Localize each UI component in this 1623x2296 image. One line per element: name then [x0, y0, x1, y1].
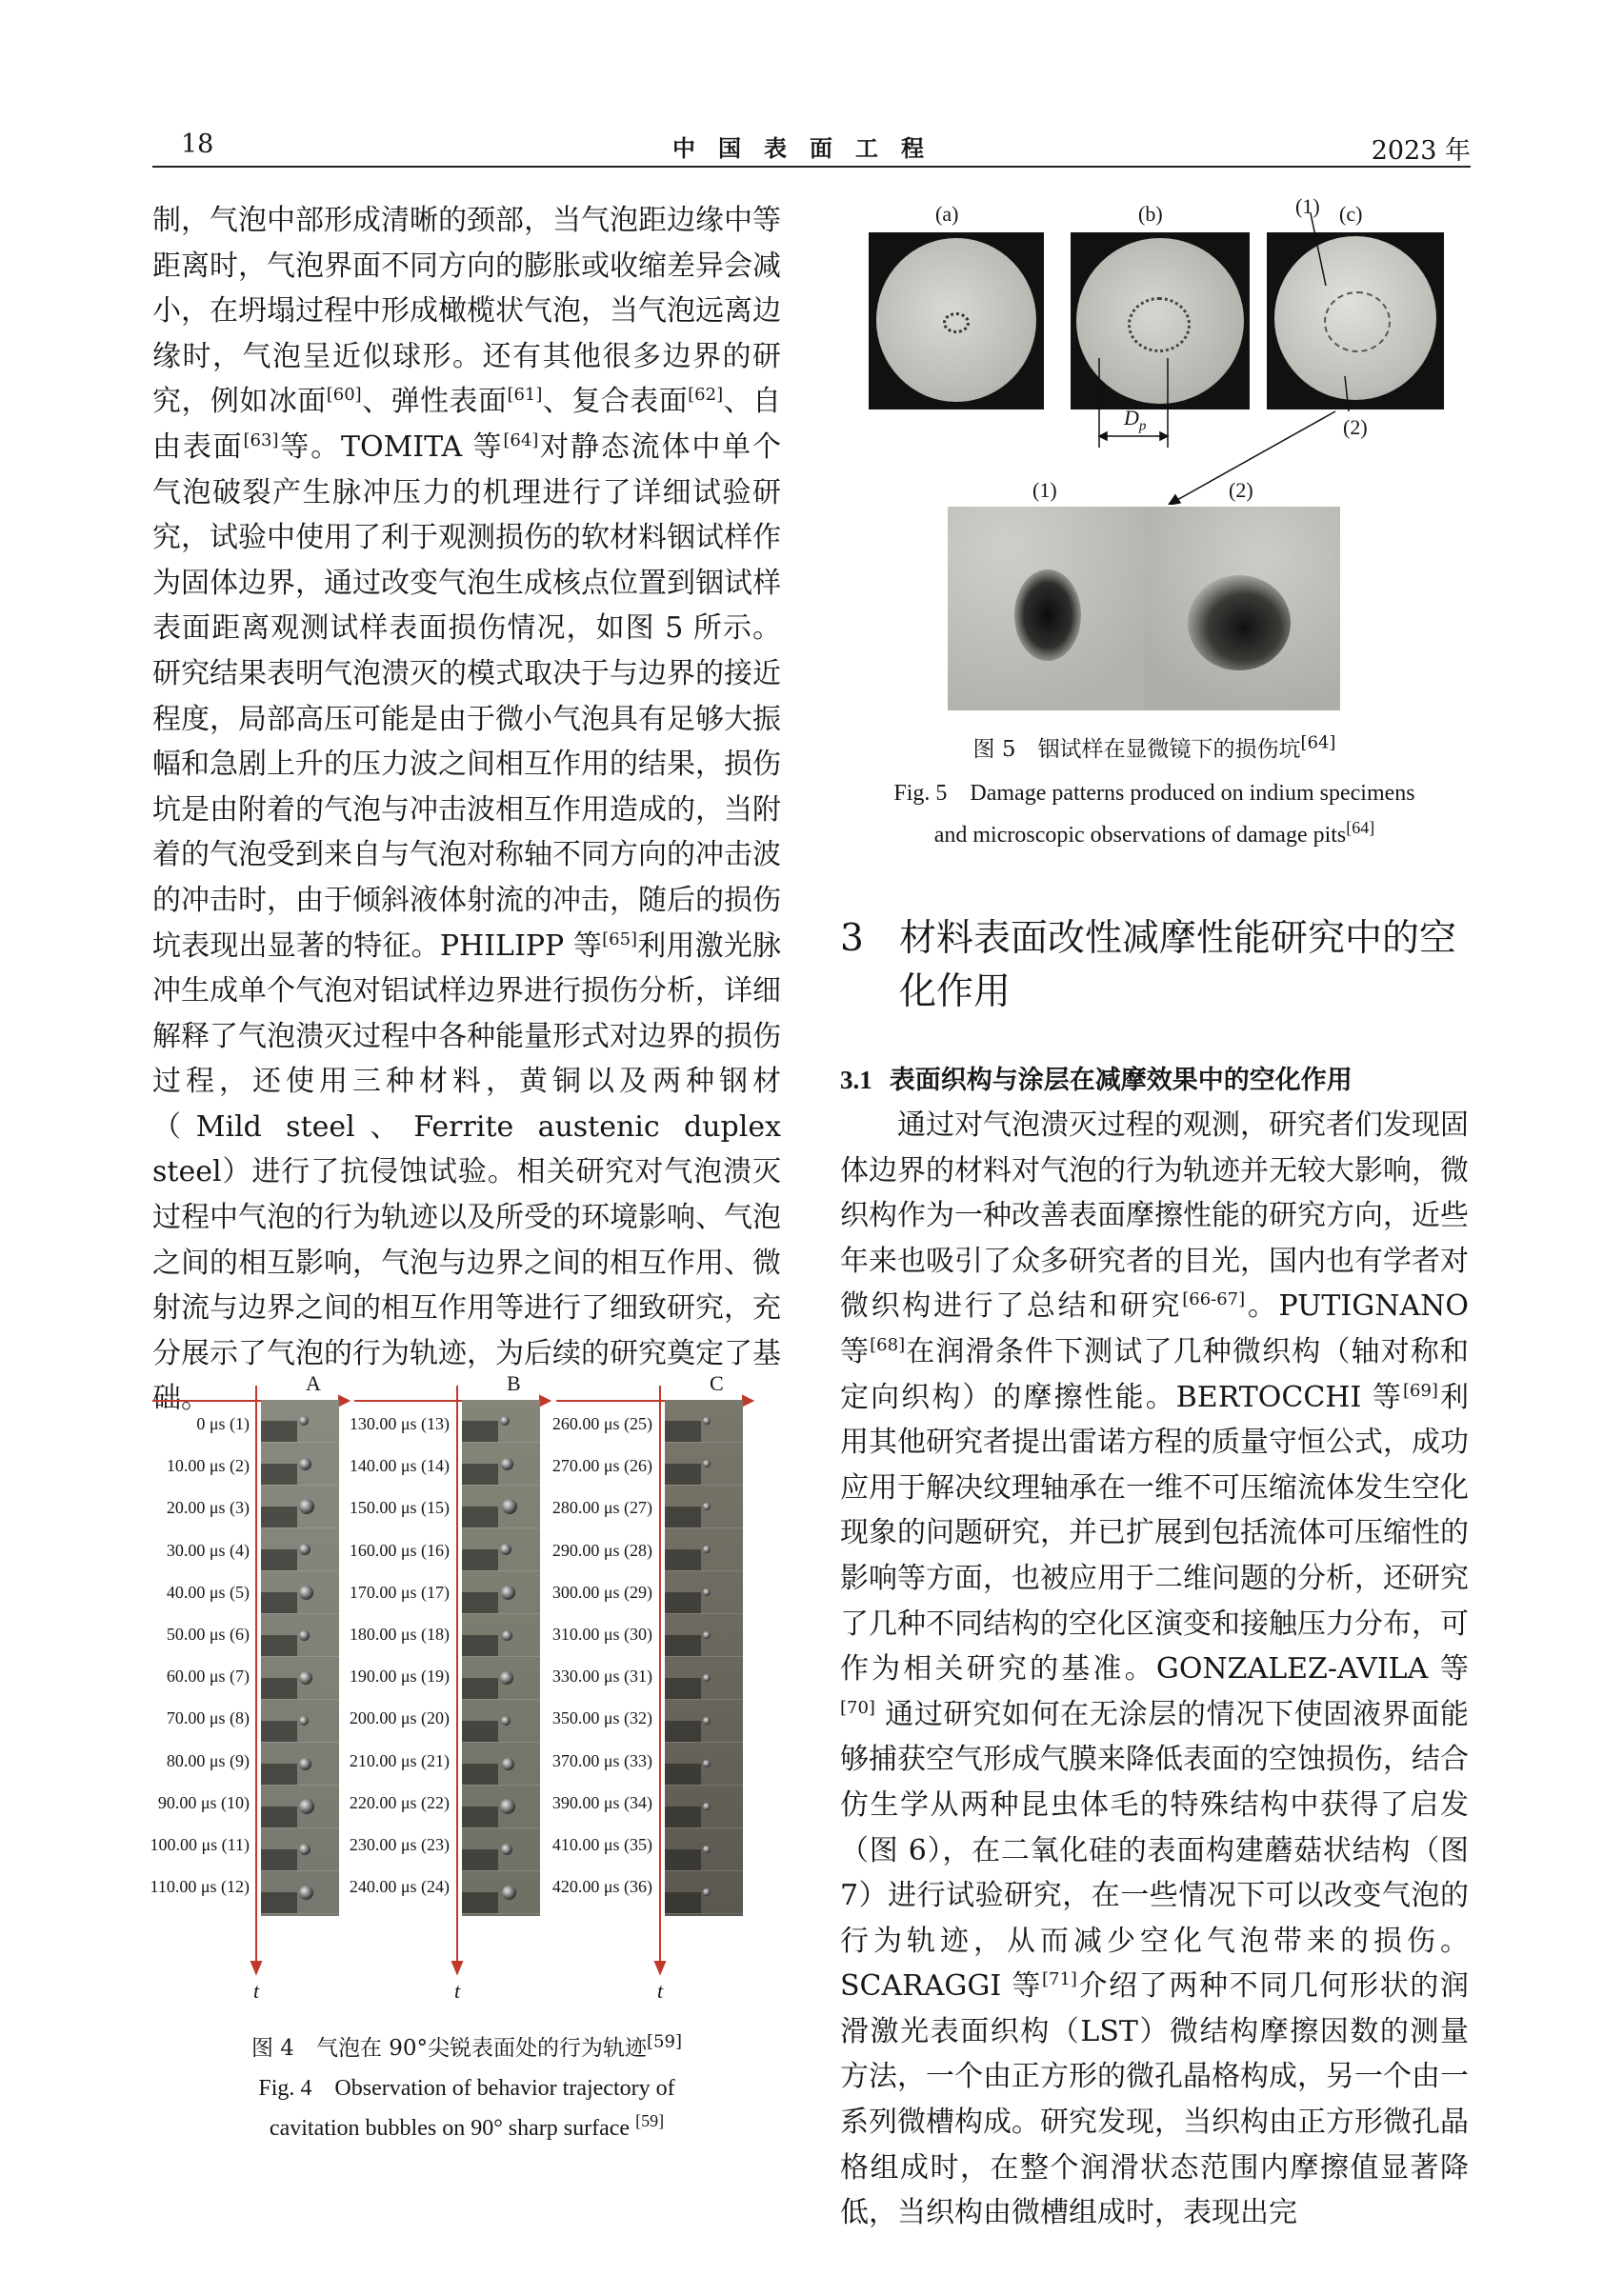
fig5-caption-cn: 图 5 铟试样在显微镜下的损伤坑[64]	[972, 732, 1336, 762]
section-3-1-number: 3.1	[840, 1066, 872, 1094]
fig4-solid-edge	[261, 1464, 297, 1485]
body-paragraph: 通过对气泡溃灭过程的观测，研究者们发现固体边界的材料对气泡的行为轨迹并无较大影响，微织构作为一种改善表面摩擦性能的研究方向，近些年来也吸引了众多研究者的目光，国内也有学者对微织构进行了总结和研究[66-67]。PUTIGNANO 等[68]在润滑条件下测试了几种微织构（轴对称和定向织构）的摩擦性能。BERTOCCHI 等[69]利用其他研究者提出雷诺方程的质量守恒公式，成功应用于解决纹理轴承在一维不可压缩流体发生空化现象的问题研究，并已扩展到包括流体可压缩性的影响等方面，也被应用于二维问题的分析，还研究了几种不同结构的空化区演变和接触压力分布，可作为相关研究的基准。GONZALEZ-AVILA 等[70] 通过研究如何在无涂层的情况下使固液界面能够捕获空气形成气膜来降低表面的空蚀损伤，结合仿生学从两种昆虫体毛的特殊结构中获得了启发（图 6），在二氧化硅的表面构建蘑菇状结构（图 7）进行试验研究，在一些情况下可以改变气泡的行为轨迹，从而减少空化气泡带来的损伤。SCARAGGI 等[71]介绍了两种不同几何形状的润滑激光表面织构（LST）微结构摩擦因数的测量方法，一个由正方形的微孔晶格构成，另一个由一系列微槽构成。研究发现，当织构由正方形微孔晶格组成时，在整个润滑状态范围内摩擦值显著降低，当织构由微槽组成时，表现出完	[840, 1108, 1470, 2230]
fig4-frame	[665, 1486, 743, 1528]
fig4-solid-edge	[261, 1421, 297, 1442]
fig4-solid-edge	[665, 1592, 701, 1613]
fig4-frame	[665, 1828, 743, 1871]
fig4-solid-edge	[462, 1635, 498, 1656]
fig4-strip-c	[665, 1400, 743, 1916]
journal-title: 中国表面工程	[672, 134, 947, 162]
fig4-frame	[665, 1657, 743, 1700]
fig4-frame	[665, 1614, 743, 1657]
fig4-solid-edge	[261, 1635, 297, 1656]
fig4-frame	[665, 1700, 743, 1743]
figure-4	[152, 1371, 781, 2152]
fig4-solid-edge	[665, 1464, 701, 1485]
left-column-text	[152, 198, 781, 1422]
fig4-caption-cn: 图 4 气泡在 90°尖锐表面处的行为轨迹[59]	[251, 2031, 682, 2061]
fig4-solid-edge	[665, 1764, 701, 1785]
fig4-timestamp: 160.00 μs (16)	[349, 1540, 450, 1560]
fig4-frame	[665, 1443, 743, 1486]
fig5-label-c2: (2)	[1343, 415, 1368, 439]
fig4-timestamp: 140.00 μs (14)	[349, 1456, 450, 1476]
fig4-solid-edge	[261, 1764, 297, 1785]
fig4-timestamp: 210.00 μs (21)	[349, 1750, 450, 1770]
fig5-label-micro-1: (1)	[1032, 478, 1057, 502]
fig4-solid-edge	[261, 1849, 297, 1870]
fig4-solid-edge	[665, 1549, 701, 1570]
fig4-solid-edge	[462, 1507, 498, 1527]
fig4-solid-edge	[462, 1592, 498, 1613]
fig4-timestamp: 200.00 μs (20)	[349, 1708, 450, 1728]
fig4-caption-en-1: Fig. 4 Observation of behavior trajectory of	[258, 2076, 675, 2101]
fig4-timestamp: 10.00 μs (2)	[166, 1456, 250, 1476]
fig4-timestamp: 20.00 μs (3)	[166, 1498, 250, 1518]
fig4-column-a-label: A	[306, 1371, 321, 1395]
fig4-bubble	[703, 1417, 711, 1425]
fig4-solid-edge	[665, 1635, 701, 1656]
fig4-solid-edge	[261, 1807, 297, 1827]
right-column-text	[840, 1103, 1469, 2236]
fig4-solid-edge	[462, 1807, 498, 1827]
fig4-timestamp: 230.00 μs (23)	[349, 1835, 450, 1854]
section-3-1-title: 表面织构与涂层在减摩效果中的空化作用	[889, 1066, 1352, 1095]
fig4-caption-en-2: cavitation bubbles on 90° sharp surface [59]	[269, 2111, 665, 2141]
fig4-timestamp: 390.00 μs (34)	[551, 1792, 652, 1812]
fig4-timestamp: 240.00 μs (24)	[349, 1877, 450, 1897]
fig4-bubble	[703, 1760, 711, 1767]
fig4-frame	[665, 1743, 743, 1786]
fig5-caption-en-2: and microscopic observations of damage pits[64]	[933, 818, 1375, 848]
fig5-label-micro-2: (2)	[1229, 478, 1253, 502]
fig4-timestamp: 420.00 μs (36)	[551, 1877, 652, 1897]
fig4-solid-edge	[462, 1421, 498, 1442]
fig4-timestamp: 80.00 μs (9)	[166, 1750, 250, 1770]
fig4-solid-edge	[665, 1849, 701, 1870]
fig4-timestamp: 190.00 μs (19)	[349, 1667, 450, 1687]
section-3-1-heading	[840, 1059, 1352, 1096]
fig4-frame	[665, 1571, 743, 1614]
fig4-timestamp: 310.00 μs (30)	[551, 1625, 652, 1644]
header-rule	[152, 166, 1471, 168]
fig4-timestamp: 60.00 μs (7)	[166, 1667, 250, 1687]
fig4-solid-edge	[665, 1892, 701, 1913]
fig4-timestamp: 110.00 μs (12)	[150, 1877, 250, 1897]
fig4-bubble	[703, 1460, 711, 1467]
fig4-timestamp: 50.00 μs (6)	[166, 1625, 250, 1644]
fig4-time-axis-b: t	[454, 1979, 461, 2003]
fig4-timestamp: 290.00 μs (28)	[551, 1540, 652, 1560]
fig5-caption-en-1: Fig. 5 Damage patterns produced on indium specimens	[893, 781, 1415, 806]
section-3-number: 3	[840, 917, 864, 960]
fig4-solid-edge	[462, 1892, 498, 1913]
fig4-bubble	[703, 1846, 711, 1853]
fig4-timestamp: 350.00 μs (32)	[551, 1708, 652, 1728]
fig4-timestamp: 0 μs (1)	[196, 1414, 250, 1433]
fig4-timestamp: 170.00 μs (17)	[349, 1582, 450, 1602]
fig4-solid-edge	[665, 1807, 701, 1827]
fig4-solid-edge	[261, 1592, 297, 1613]
fig4-frame	[665, 1871, 743, 1914]
fig4-solid-edge	[665, 1507, 701, 1527]
fig4-timestamp: 70.00 μs (8)	[166, 1708, 250, 1728]
fig5-label-c1: (1)	[1295, 194, 1320, 218]
fig4-bubble	[703, 1631, 711, 1639]
figure-5	[840, 190, 1469, 857]
fig4-timestamp: 180.00 μs (18)	[349, 1625, 450, 1644]
body-paragraph: 制，气泡中部形成清晰的颈部，当气泡距边缘中等距离时，气泡界面不同方向的膨胀或收缩差异会减小，在坍塌过程中形成橄榄状气泡，当气泡远离边缘时，气泡呈近似球形。还有其他很多边界的研究，例如冰面[60]、弹性表面[61]、复合表面[62]、自由表面[63]等。TOMITA 等[64]对静态流体中单个气泡破裂产生脉冲压力的机理进行了详细试验研究，试验中使用了利于观测损伤的软材料铟试样作为固体边界，通过改变气泡生成核点位置到铟试样表面距离观测试样表面损伤情况，如图 5 所示。研究结果表明气泡溃灭的模式取决于与边界的接近程度，局部高压可能是由于微小气泡具有足够大振幅和急剧上升的压力波之间相互作用的结果，损伤坑是由附着的气泡与冲击波相互作用造成的，当附着的气泡受到来自与气泡对称轴不同方向的冲击波的冲击时，由于倾斜液体射流的冲击，随后的损伤坑表现出显著的特征。PHILIPP 等[65]利用激光脉冲生成单个气泡对铝试样边界进行损伤分析，详细解释了气泡溃灭过程中各种能量形式对边界的损伤过程，还使用三种材料，黄铜以及两种钢材（Mild steel、Ferrite austenic duplex steel）进行了抗侵蚀试验。相关研究对气泡溃灭过程中气泡的行为轨迹以及所受的环境影响、气泡之间的相互影响，气泡与边界之间的相互作用、微射流与边界之间的相互作用等进行了细致研究，充分展示了气泡的行为轨迹，为后续的研究奠定了基础。	[152, 204, 782, 1416]
fig4-solid-edge	[261, 1507, 297, 1527]
fig4-column-b-label: B	[507, 1371, 521, 1395]
fig4-timestamp: 300.00 μs (29)	[551, 1582, 652, 1602]
fig4-timestamp: 280.00 μs (27)	[551, 1498, 652, 1518]
fig4-timestamp: 220.00 μs (22)	[349, 1792, 450, 1812]
issue-year: 2023 年	[1371, 136, 1471, 166]
fig5-annotations	[840, 190, 1469, 505]
fig4-timestamp: 30.00 μs (4)	[166, 1540, 250, 1560]
fig4-solid-edge	[261, 1678, 297, 1699]
fig4-frame	[665, 1786, 743, 1828]
fig4-timestamp: 260.00 μs (25)	[551, 1414, 652, 1433]
fig5-dp-label: $D_p$	[1124, 406, 1147, 434]
fig4-timestamp: 130.00 μs (13)	[349, 1414, 450, 1433]
fig4-bubble	[703, 1888, 711, 1896]
fig4-timestamp: 90.00 μs (10)	[157, 1792, 250, 1812]
fig4-bubble	[703, 1503, 711, 1510]
fig4-timestamp: 270.00 μs (26)	[551, 1456, 652, 1476]
fig4-solid-edge	[261, 1549, 297, 1570]
fig4-solid-edge	[462, 1764, 498, 1785]
fig5-micrograph-2	[1144, 507, 1340, 710]
fig4-timestamp: 410.00 μs (35)	[551, 1835, 652, 1854]
fig4-timestamp: 40.00 μs (5)	[166, 1582, 250, 1602]
fig4-solid-edge	[665, 1421, 701, 1442]
fig4-solid-edge	[462, 1849, 498, 1870]
fig4-solid-edge	[261, 1721, 297, 1742]
fig5-micrograph-1	[948, 507, 1144, 710]
fig4-solid-edge	[462, 1464, 498, 1485]
page-number: 18	[181, 130, 214, 159]
fig4-bubble	[703, 1546, 711, 1553]
fig4-time-axis-a: t	[253, 1979, 260, 2003]
section-3-title: 材料表面改性减摩性能研究中的空化作用	[899, 917, 1457, 1013]
fig4-time-axis-c: t	[657, 1979, 664, 2003]
fig4-column-c-label: C	[710, 1371, 724, 1395]
fig4-bubble	[703, 1803, 711, 1810]
fig4-solid-edge	[462, 1721, 498, 1742]
fig4-solid-edge	[462, 1678, 498, 1699]
fig4-frame	[665, 1528, 743, 1571]
fig5-label-a: (a)	[935, 202, 959, 226]
fig4-solid-edge	[665, 1678, 701, 1699]
fig4-bubble	[703, 1674, 711, 1682]
fig4-frame	[665, 1400, 743, 1443]
fig4-timestamp: 150.00 μs (15)	[349, 1498, 450, 1518]
fig4-solid-edge	[462, 1549, 498, 1570]
fig4-bubble	[703, 1588, 711, 1596]
fig4-timestamp: 100.00 μs (11)	[150, 1835, 250, 1854]
fig5-label-b: (b)	[1138, 202, 1163, 226]
fig5-label-c: (c)	[1339, 202, 1363, 226]
fig4-timestamp: 330.00 μs (31)	[551, 1667, 652, 1687]
fig4-solid-edge	[665, 1721, 701, 1742]
fig4-timestamp: 370.00 μs (33)	[551, 1750, 652, 1770]
fig4-solid-edge	[261, 1892, 297, 1913]
fig4-bubble	[703, 1717, 711, 1725]
